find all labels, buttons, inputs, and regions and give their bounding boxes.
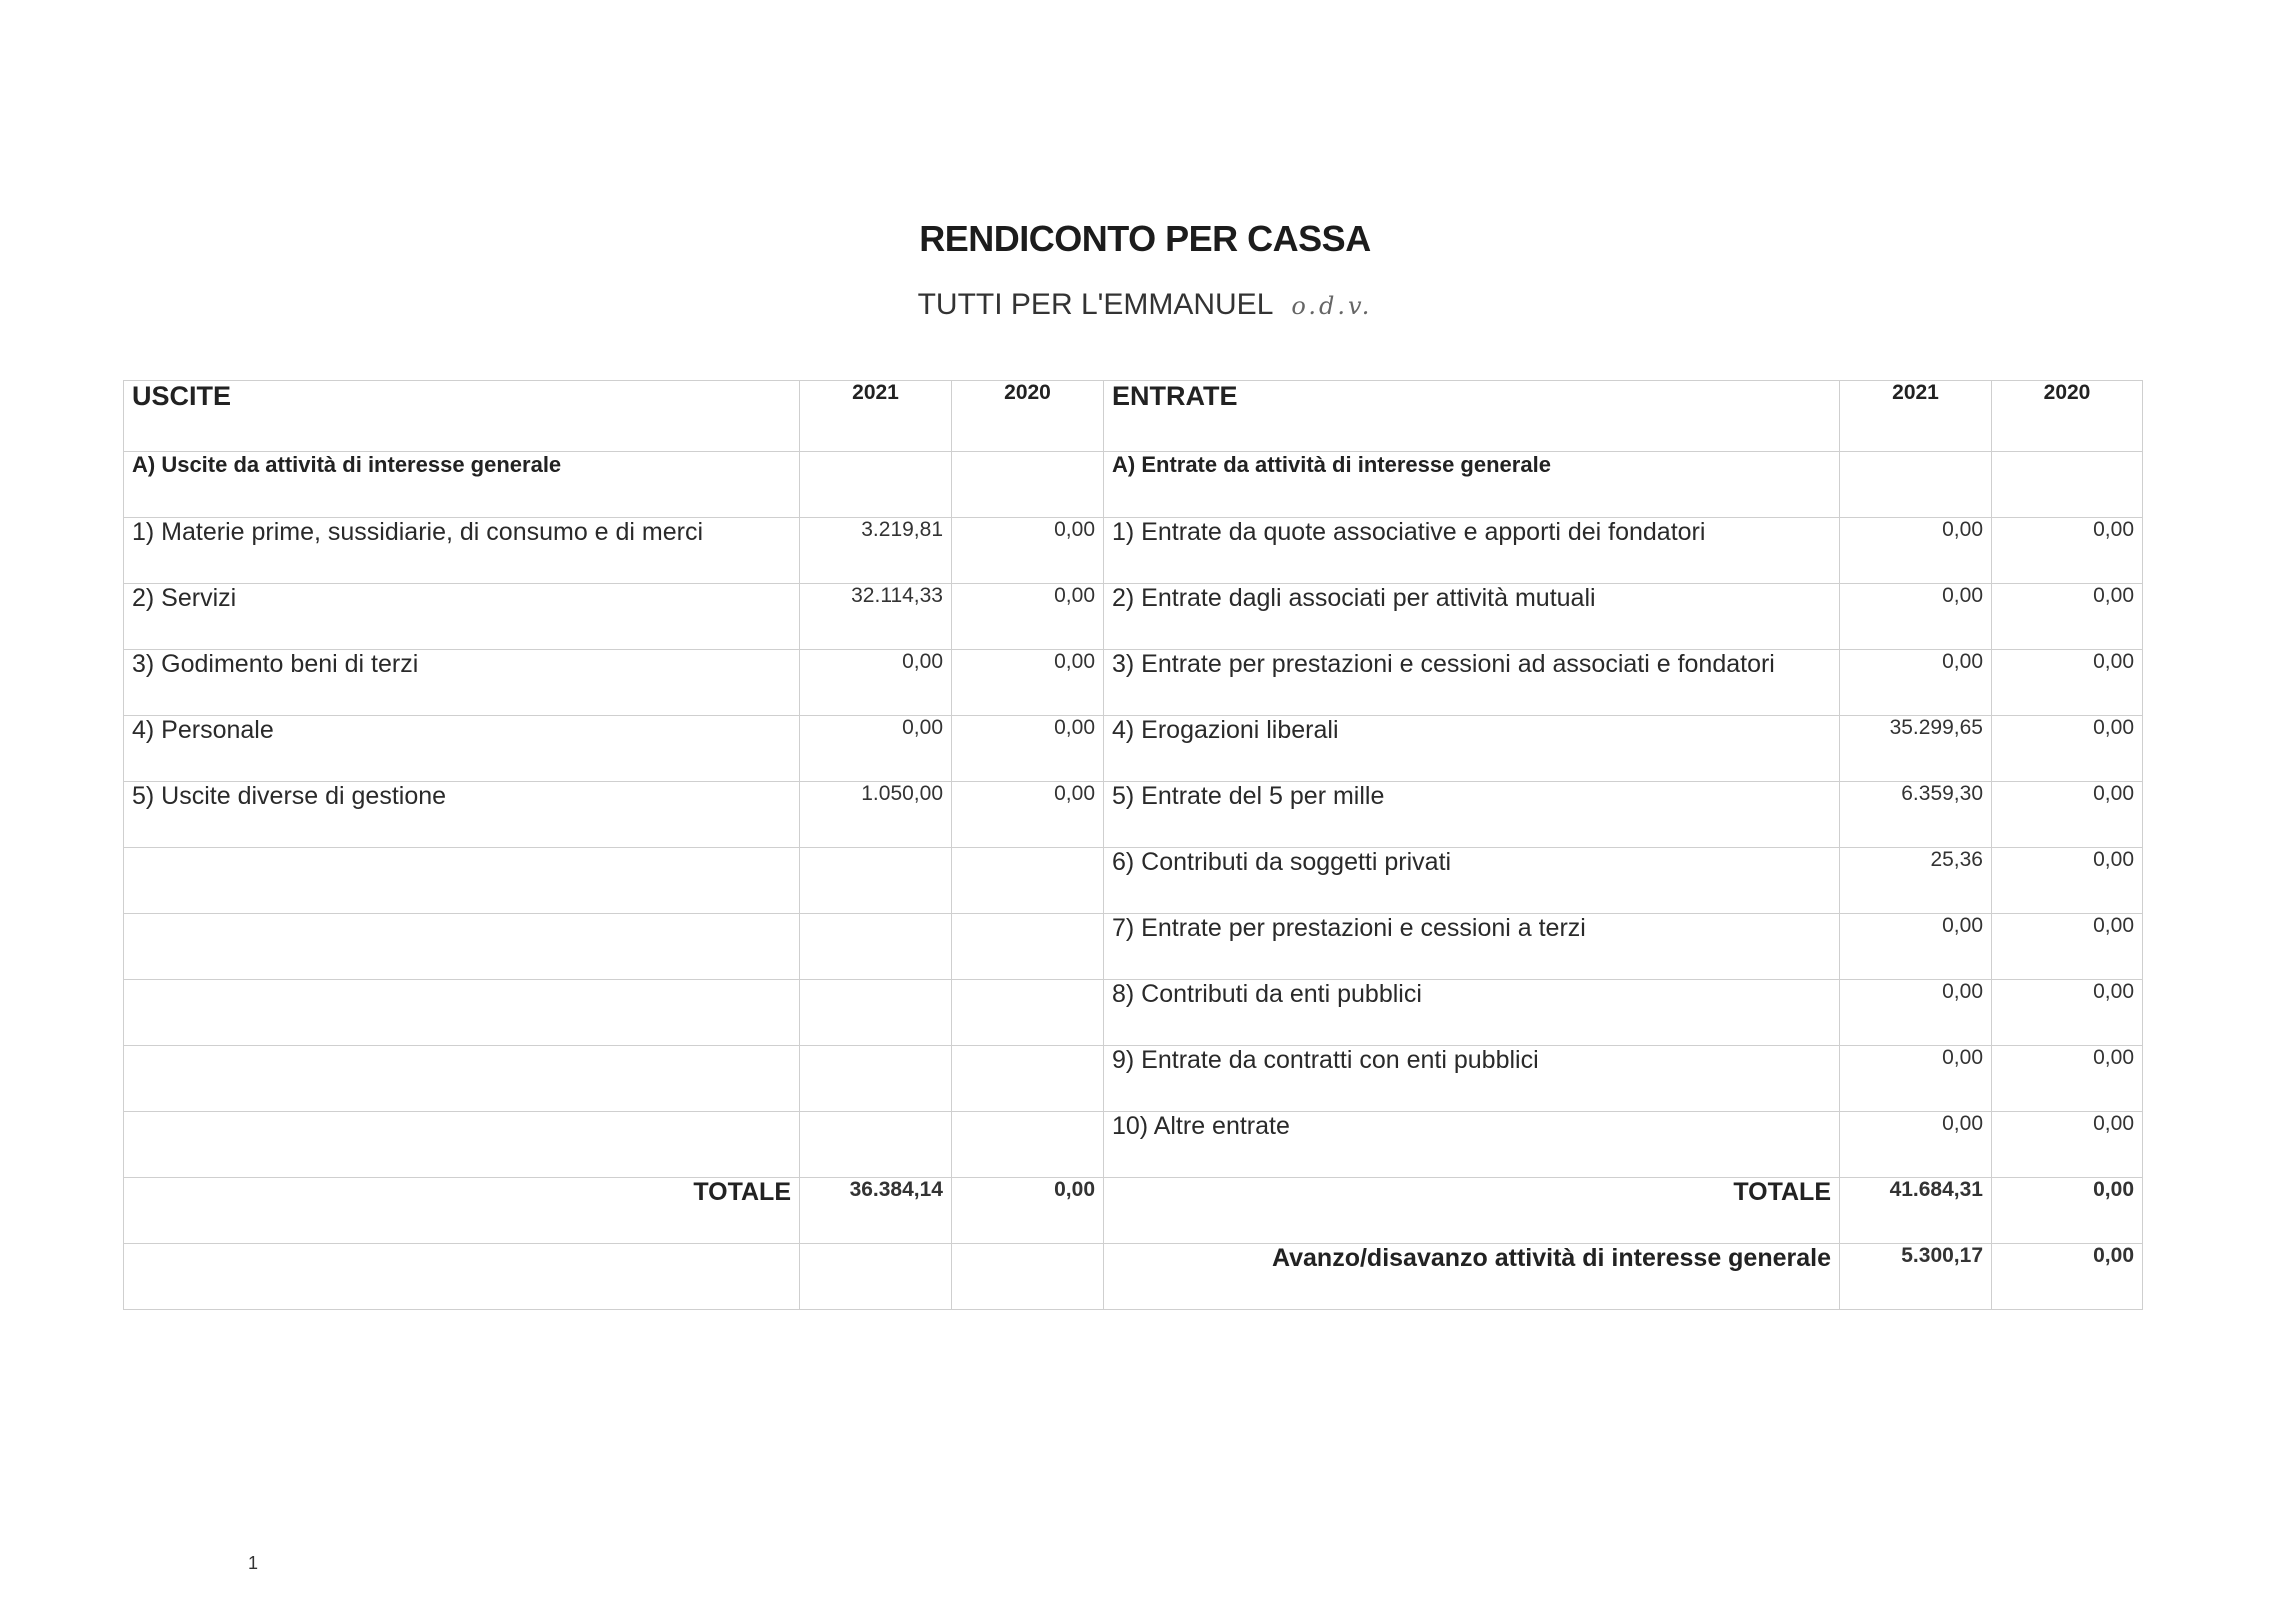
entrate-row-2021: 0,00 [1840,518,1992,584]
uscite-row-2020: 0,00 [952,782,1104,848]
entrate-section-label: A) Entrate da attività di interesse generale [1104,452,1840,518]
entrate-row-2021: 0,00 [1840,1112,1992,1178]
handwritten-note: o.d.v. [1291,292,1373,320]
entrate-row-label: 7) Entrate per prestazioni e cessioni a terzi [1104,914,1840,980]
entrate-row-2020: 0,00 [1992,782,2143,848]
entrate-row-2021: 25,36 [1840,848,1992,914]
empty-cell [952,914,1104,980]
empty-cell [952,848,1104,914]
table-row [124,848,2143,914]
entrate-row-label: 10) Altre entrate [1104,1112,1840,1178]
uscite-row-2020: 0,00 [952,518,1104,584]
entrate-row-label: 8) Contributi da enti pubblici [1104,980,1840,1046]
uscite-total-2020: 0,00 [952,1178,1104,1244]
empty-cell [800,980,952,1046]
uscite-total-label: TOTALE [124,1178,800,1244]
entrate-row-2021: 0,00 [1840,584,1992,650]
entrate-row-2021: 0,00 [1840,980,1992,1046]
table-row [124,716,2143,782]
avanzo-2020: 0,00 [1992,1244,2143,1310]
empty-cell [800,1112,952,1178]
total-row [124,1178,2143,1244]
empty-cell [952,1112,1104,1178]
entrate-row-2021: 0,00 [1840,1046,1992,1112]
entrate-year-2021: 2021 [1840,381,1992,452]
uscite-row-2020: 0,00 [952,716,1104,782]
entrate-row-2020: 0,00 [1992,848,2143,914]
entrate-row-2020: 0,00 [1992,518,2143,584]
entrate-row-2020: 0,00 [1992,650,2143,716]
entrate-row-label: 2) Entrate dagli associati per attività mutuali [1104,584,1840,650]
avanzo-row [124,1244,2143,1310]
entrate-row-2020: 0,00 [1992,980,2143,1046]
entrate-heading: ENTRATE [1104,381,1840,452]
table-row [124,518,2143,584]
entrate-row-label: 3) Entrate per prestazioni e cessioni ad associati e fondatori [1104,650,1840,716]
uscite-row-2021: 3.219,81 [800,518,952,584]
entrate-row-label: 9) Entrate da contratti con enti pubblici [1104,1046,1840,1112]
entrate-row-label: 4) Erogazioni liberali [1104,716,1840,782]
uscite-row-2021: 0,00 [800,716,952,782]
uscite-row-2020: 0,00 [952,584,1104,650]
entrate-row-2020: 0,00 [1992,584,2143,650]
table-row [124,1112,2143,1178]
entrate-row-2020: 0,00 [1992,1046,2143,1112]
avanzo-label: Avanzo/disavanzo attività di interesse generale [1104,1244,1840,1310]
empty-cell [800,914,952,980]
entrate-year-2020: 2020 [1992,381,2143,452]
rendiconto-table [123,380,2143,1310]
empty-cell [124,1046,800,1112]
table-row [124,650,2143,716]
entrate-row-label: 6) Contributi da soggetti privati [1104,848,1840,914]
uscite-row-2021: 32.114,33 [800,584,952,650]
uscite-row-label: 2) Servizi [124,584,800,650]
uscite-row-label: 5) Uscite diverse di gestione [124,782,800,848]
empty-cell [124,1112,800,1178]
empty-cell [124,914,800,980]
table-body [124,518,2143,1178]
uscite-total-2021: 36.384,14 [800,1178,952,1244]
entrate-row-label: 1) Entrate da quote associative e apporti dei fondatori [1104,518,1840,584]
header-row [124,381,2143,452]
empty-cell [952,980,1104,1046]
uscite-row-2021: 0,00 [800,650,952,716]
document-title: RENDICONTO PER CASSA [919,218,1371,259]
entrate-row-label: 5) Entrate del 5 per mille [1104,782,1840,848]
uscite-year-2020: 2020 [952,381,1104,452]
uscite-year-2021: 2021 [800,381,952,452]
uscite-section-label: A) Uscite da attività di interesse generale [124,452,800,518]
entrate-total-2020: 0,00 [1992,1178,2143,1244]
empty-cell [124,848,800,914]
empty-cell [800,1046,952,1112]
entrate-row-2020: 0,00 [1992,1112,2143,1178]
table-row [124,914,2143,980]
organization-name: TUTTI PER L'EMMANUEL [917,288,1274,321]
uscite-row-label: 1) Materie prime, sussidiarie, di consumo e di merci [124,518,800,584]
uscite-row-2021: 1.050,00 [800,782,952,848]
empty-cell [952,1046,1104,1112]
avanzo-2021: 5.300,17 [1840,1244,1992,1310]
page-number: 1 [248,1553,259,1573]
entrate-total-2021: 41.684,31 [1840,1178,1992,1244]
uscite-row-label: 3) Godimento beni di terzi [124,650,800,716]
entrate-row-2021: 0,00 [1840,914,1992,980]
uscite-heading: USCITE [124,381,800,452]
table-row [124,1046,2143,1112]
uscite-row-label: 4) Personale [124,716,800,782]
document-subtitle [0,288,2290,322]
empty-cell [124,980,800,1046]
table-row [124,782,2143,848]
entrate-row-2021: 6.359,30 [1840,782,1992,848]
table-row [124,980,2143,1046]
entrate-total-label: TOTALE [1104,1178,1840,1244]
table-row [124,584,2143,650]
entrate-row-2021: 0,00 [1840,650,1992,716]
entrate-row-2020: 0,00 [1992,914,2143,980]
entrate-row-2020: 0,00 [1992,716,2143,782]
uscite-row-2020: 0,00 [952,650,1104,716]
section-row [124,452,2143,518]
entrate-row-2021: 35.299,65 [1840,716,1992,782]
empty-cell [800,848,952,914]
